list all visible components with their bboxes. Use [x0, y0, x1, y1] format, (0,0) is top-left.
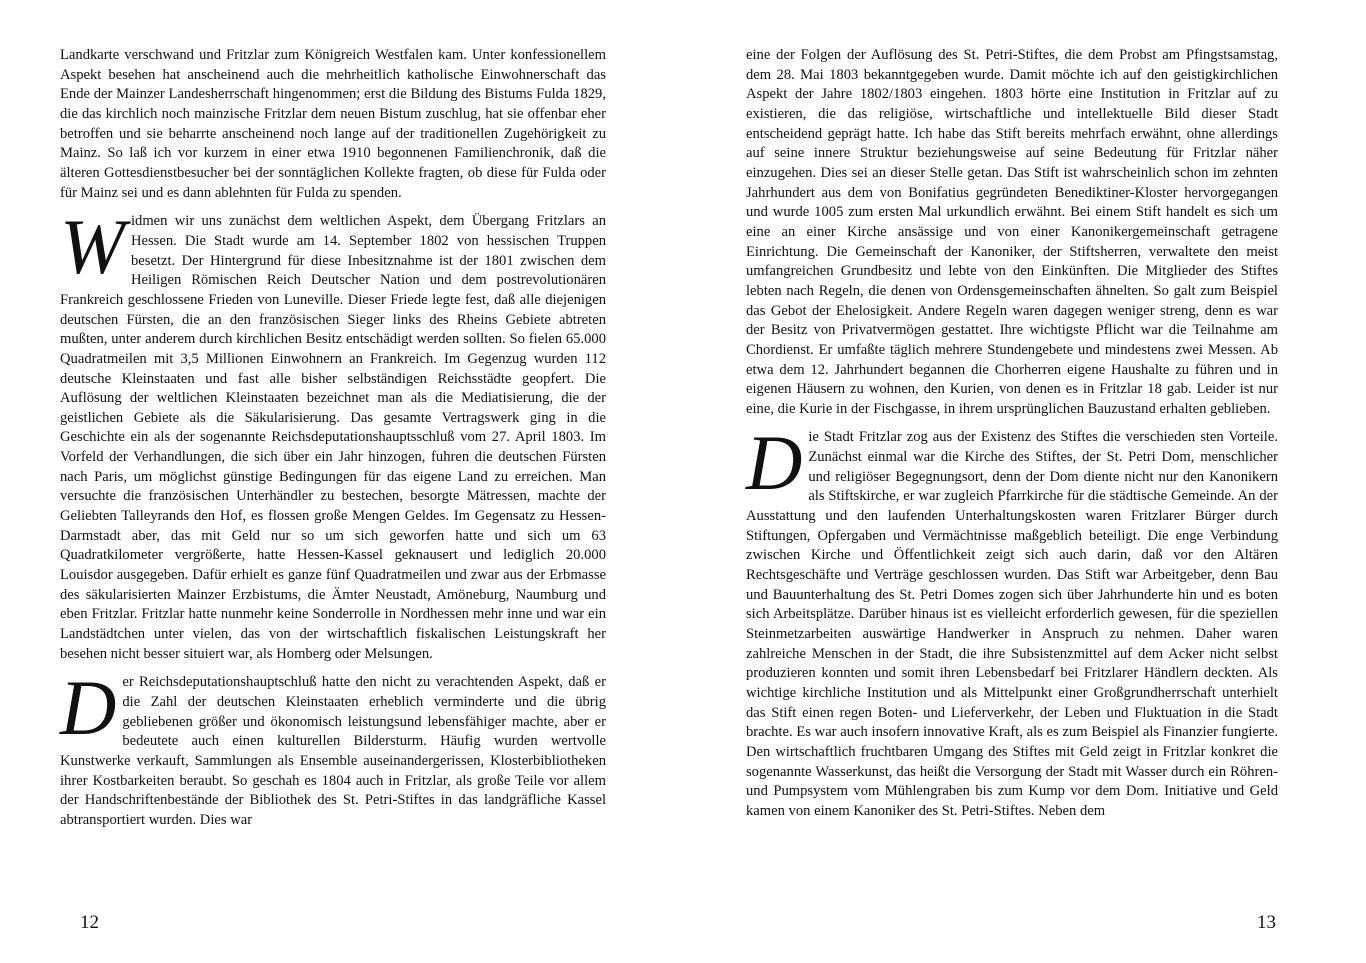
left-paragraph-1-text: Landkarte verschwand und Fritzlar zum Königreich Westfalen kam. Unter konfessionellem Aspekt besehen hat anscheinend auch die mehrheitlich katholische Einwohnerschaft das Ende der Mainzer Landesherrschaft hingenommen; erst die Bildung des Bistums Fulda 1829, die das kirchlich noch mainzische Fritzlar dem neuen Bistum zuschlug, hat sie offenbar eher betroffen und sie beharrte anscheinend noch lange auf der traditionellen Zugehörigkeit zu Mainz. So laß ich vor kurzem in einer etwa 1910 begonnenen Familienchronik, daß die älteren Gottesdienstbesucher bei der sonntäglichen Kollekte fragten, ob diese für Fulda oder für Mainz sei und es dann ablehnten für Fulda zu spenden. — [60, 47, 606, 201]
left-paragraph-2-text: idmen wir uns zunächst dem weltlichen Aspekt, dem Übergang Fritzlars an Hessen. Die Stadt wurde am 14. September 1802 von hessischen Truppen besetzt. Der Hintergrund für diese Inbesitznahme ist der 1801 zwischen dem Heiligen Römischen Reich Deutscher Nation und dem postrevolutionären Frankreich geschlossene Frieden von Luneville. Dieser Friede legte fest, daß alle diejenigen deutschen Fürsten, die an den französischen Sieger links des Rheins Gebiete abtreten mußten, unter anderem durch kirchlichen Besitz entschädigt werden sollten. So fielen 65.000 Quadratmeilen mit 3,5 Millionen Einwohnern an Frankreich. Im Gegenzug wurden 112 deutsche Kleinstaaten und fast alle bisher selbständigen Reichsstädte geopfert. Die Auflösung der weltlichen Kleinstaaten bezeichnet man als die Mediatisierung, die der geistlichen Gebiete als die Säkularisierung. Das gesamte Vertragswerk ging in die Geschichte ein als der sogenannte Reichsdeputationshauptsschluß vom 27. April 1803. Im Vorfeld der Verhandlungen, die sich über ein Jahr hinzogen, fuhren die deutschen Fürsten nach Paris, um möglichst günstige Bedingungen für das eigene Land zu erreichen. Man versuchte die französischen Unterhändler zu bestechen, besorgte Mätressen, machte der Geliebten Talleyrands den Hof, es flossen große Mengen Geldes. Im Gegensatz zu Hessen-Darmstadt aber, das mit Geld nur so um sich geworfen hatte und sich um 63 Quadratkilometer vergrößerte, hatte Hessen-Kassel geknausert und lediglich 20.000 Louisdor ausgegeben. Dafür erhielt es ganze fünf Quadratmeilen und zwar aus der Erbmasse des säkularisierten Mainzer Erzbistums, die Ämter Neustadt, Amöneburg, Naumburg und eben Fritzlar. Fritzlar hatte nunmehr keine Sonderrolle in Nordhessen mehr inne und war ein Landstädtchen unter vielen, das von der wirtschaftlich fiskalischen Leistungskraft her besehen nicht besser situiert war, als Homberg oder Melsungen. — [60, 213, 606, 662]
left-paragraph-3 — [60, 664, 606, 830]
drop-cap-d: D — [746, 419, 803, 507]
right-page — [746, 46, 1278, 822]
page-number: 12 — [80, 912, 99, 933]
right-paragraph-2-text: ie Stadt Fritzlar zog aus der Existenz des Stiftes die verschieden sten Vorteile. Zunächst einmal war die Kirche des Stiftes, der St. Petri Dom, menschlicher und religiöser Begegnungsort, denn der Dom diente nicht nur den Kanonikern als Stiftskirche, er war zugleich Pfarrkirche für die städtische Gemeinde. An der Ausstattung und den laufenden Unterhaltungskosten waren Fritzlarer Bürger durch Stiftungen, Opfergaben und Vermächtnisse maßgeblich beteiligt. Die enge Verbindung zwischen Kirche und Öffentlichkeit zeigt sich auch darin, daß vor den Altären Rechtsgeschäfte und Verträge geschlossen wurden. Das Stift war Arbeitgeber, denn Bau und Bauunterhaltung des St. Petri Domes zogen sich über Jahrhunderte hin und es boten sich Arbeitsplätze. Darüber hinaus ist es vielleicht erforderlich gewesen, für die speziellen Steinmetzarbeiten auswärtige Handwerker in Anspruch zu nehmen. Daher waren zahlreiche Menschen in der Stadt, die ihre Subsistenzmittel auf dem Acker nicht selbst produzieren konnten und somit ihren Lebensbedarf bei Fritzlarer Händlern deckten. Als wichtige kirchliche Institution und als Mittelpunkt einer Großgrundherrschaft unterhielt das Stift einen regen Boten- und Lieferverkehr, der Leben und Fluktuation in die Stadt brachte. Es war auch insofern innovative Kraft, als es zum Beispiel als Finanzier fungierte. Den wirtschaftlich fruchtbaren Umgang des Stiftes mit Geld zeigt in Fritzlar konkret die sogenannte Wasserkunst, das heißt die Versorgung der Stadt mit Wasser durch ein Röhren- und Pumpsystem vom Mühlengraben bis zum Kump vor dem Dom. Initiative und Geld kamen von einem Kanoniker des St. Petri-Stiftes. Neben dem — [746, 429, 1278, 819]
right-paragraph-2 — [746, 419, 1278, 821]
left-paragraph-2 — [60, 203, 606, 664]
drop-cap-d: D — [60, 664, 117, 752]
left-page — [60, 46, 606, 831]
right-paragraph-1 — [746, 46, 1278, 419]
right-paragraph-1-text: eine der Folgen der Auflösung des St. Petri-Stiftes, die dem Probst am Pfingstsamstag, dem 28. Mai 1803 bekanntgegeben wurde. Damit möchte ich auf den geistigkirchlichen Aspekt der Jahre 1802/1803 eingehen. 1803 hörte eine Institution in Fritzlar auf zu existieren, die das religiöse, wirtschaftliche und intellektuelle Bild dieser Stadt entscheidend geprägt hatte. Ich habe das Stift bereits mehrfach erwähnt, ohne allerdings auf seine innere Struktur beziehungsweise auf seine Bedeutung für Fritzlar näher einzugehen. Dies sei an dieser Stelle getan. Das Stift ist wahrscheinlich schon im zehnten Jahrhundert aus dem von Bonifatius gegründeten Benediktiner-Kloster hervorgegangen und wurde 1005 zum ersten Mal urkundlich erwähnt. Bei einem Stift handelt es sich um eine an einer Kirche ansässige und von einer Kanonikergemeinschaft getragene Einrichtung. Die Gemeinschaft der Kanoniker, der Stiftsherren, verwaltete den meist umfangreichen Grundbesitz und lebte von den Einkünften. Die Mitglieder des Stiftes lebten nach Regeln, die denen von Ordensgemeinschaften ähnelten. So galt zum Beispiel das Gebot der Ehelosigkeit. Andere Regeln waren dagegen weniger streng, denn es war der Besitz von Privatvermögen gestattet. Ihre wichtigste Pflicht war die Teilnahme am Chordienst. Er umfaßte täglich mehrere Stundengebete und mindestens zwei Messen. Ab etwa dem 12. Jahrhundert begannen die Chorherren eigene Haushalte zu führen und in eigenen Häusern zu wohnen, den Kurien, von denen es in Fritzlar 18 gab. Leider ist nur eine, die Kurie in der Fischgasse, in ihrem ursprünglichen Bauzustand erhalten geblieben. — [746, 47, 1278, 417]
left-paragraph-3-text: er Reichsdeputationshauptschluß hatte den nicht zu verachtenden Aspekt, daß er die Zahl der deutschen Kleinstaaten erheblich verminderte und die übrig gebliebenen größer und ökonomisch leistungsund lebensfähiger machte, aber er bedeutete auch einen kulturellen Bildersturm. Häufig wurden wertvolle Kunstwerke verkauft, Sammlungen als Ensemble auseinandergerissen, Klosterbibliotheken ihrer Kostbarkeiten beraubt. So geschah es 1804 auch in Fritzlar, als große Teile vor allem der Handschriftenbestände der Bibliothek des St. Petri-Stiftes in das landgräfliche Kassel abtransportiert wurden. Dies war — [60, 674, 606, 828]
left-paragraph-1 — [60, 46, 606, 203]
drop-cap-w: W — [60, 203, 125, 291]
page-number: 13 — [1257, 912, 1276, 933]
